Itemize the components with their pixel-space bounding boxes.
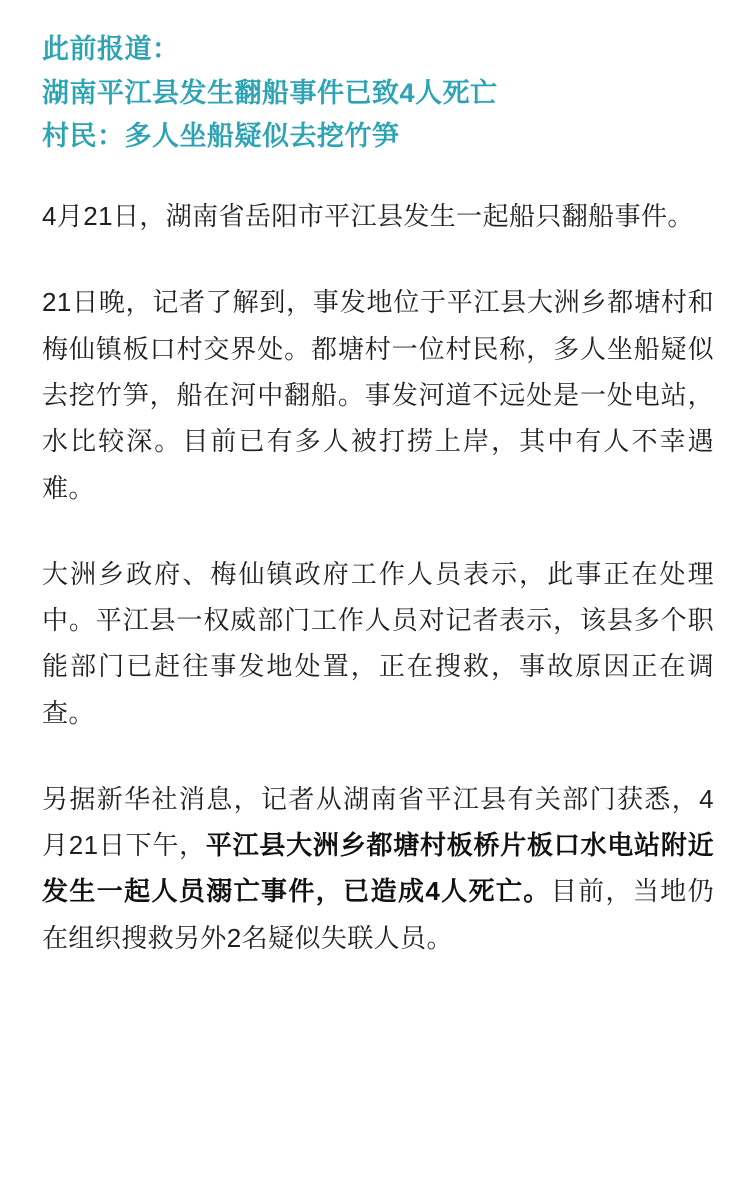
article-body (42, 193, 714, 961)
paragraph-run: 目前，当地仍在组织搜救另外2名疑似失联人员。 (42, 876, 715, 953)
previous-report-block (42, 28, 714, 159)
paragraph-run: 另据新华社消息，记者从湖南省平江县有关部门获悉，4月21日下午， (42, 783, 714, 861)
paragraph-run: 21日晚，记者了解到，事发地位于平江县大洲乡都塘村和梅仙镇板口村交界处。都塘村一位村民称，多人坐船疑似去挖竹笋，船在河中翻船。事发河道不远处是一处电站，水比较深。目前已有多人被打捞上岸，其中有人不幸遇难。 (42, 287, 714, 503)
paragraph-run-emphasis: 平江县大洲乡都塘村板桥片板口水电站附近发生一起人员溺亡事件，已造成4人死亡。 (42, 830, 714, 907)
article-paragraph-1 (42, 193, 714, 239)
previous-report-headline-1[interactable]: 湖南平江县发生翻船事件已致4人死亡 (42, 77, 498, 108)
paragraph-run: 大洲乡政府、梅仙镇政府工作人员表示，此事正在处理中。平江县一权威部门工作人员对记者表示，该县多个职能部门已赶往事发地处置，正在搜救，事故原因正在调查。 (42, 558, 714, 728)
paragraph-run: 4月21日，湖南省岳阳市平江县发生一起船只翻船事件。 (42, 201, 694, 232)
article-paragraph-4 (42, 776, 714, 961)
article-paragraph-3 (42, 551, 714, 736)
previous-report-label: 此前报道： (42, 34, 180, 64)
previous-report-headline-2[interactable]: 村民：多人坐船疑似去挖竹笋 (42, 121, 400, 152)
article-paragraph-2 (42, 279, 714, 510)
